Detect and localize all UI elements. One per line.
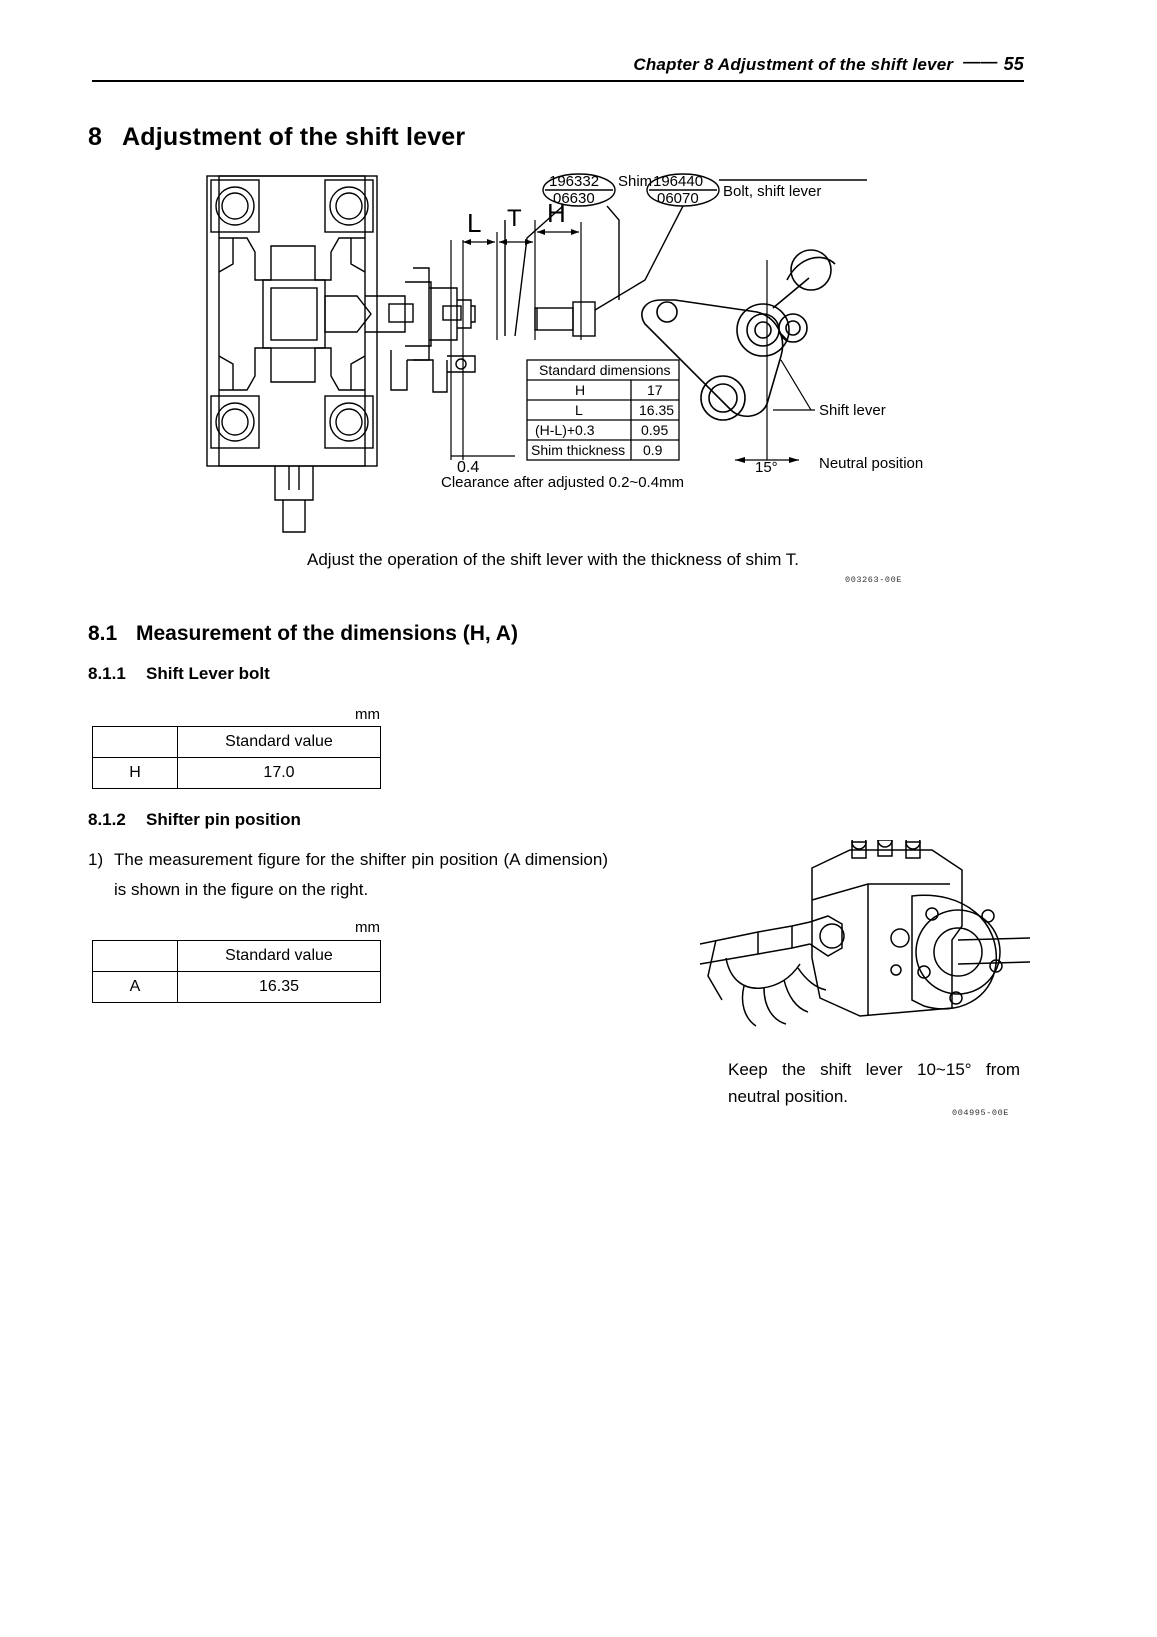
table-a-row-value: 16.35 (178, 972, 381, 1003)
clearance-value: 0.4 (457, 459, 480, 476)
table-h-row-label: H (93, 758, 178, 789)
photo-caption: Keep the shift lever 10~15° from neutral position. (728, 1060, 1020, 1106)
paragraph-shifter-pin (88, 845, 608, 905)
std-row-1-label: L (575, 402, 583, 418)
header-rule (92, 80, 1024, 82)
section-8-1-2-number: 8.1.2 (88, 810, 126, 829)
section-8-1-1-heading (88, 664, 270, 684)
std-row-0-value: 17 (647, 382, 663, 398)
std-row-2-label: (H-L)+0.3 (535, 422, 595, 438)
standard-value-table-a (92, 940, 381, 1003)
dim-label-T: T (507, 205, 522, 232)
std-row-1-value: 16.35 (639, 402, 675, 418)
callout-06630: 06630 (553, 190, 595, 207)
callout-06070: 06070 (657, 190, 699, 207)
page-title-number: 8 (88, 123, 103, 151)
figure-drawing-code: 003263-00E (845, 575, 903, 585)
table-row (93, 758, 381, 789)
paragraph-marker: 1) (88, 850, 104, 869)
standard-value-table-h (92, 726, 381, 789)
page-header (92, 52, 1024, 75)
paragraph-text: The measurement figure for the shifter pin position (A dimension) is shown in the figure on the right. (114, 850, 608, 899)
shift-lever-assembly-figure (175, 160, 965, 550)
photo-drawing-code: 004995-00E (952, 1108, 1010, 1118)
table-h-row-value: 17.0 (178, 758, 381, 789)
callout-196332: 196332 (549, 173, 600, 190)
page-number: 55 (1003, 54, 1024, 74)
dim-label-H: H (547, 198, 566, 228)
table-h-unit: mm (355, 706, 380, 723)
table-a-header-value: Standard value (178, 941, 381, 972)
std-table-title: Standard dimensions (539, 362, 671, 378)
dim-label-L: L (467, 208, 482, 238)
section-8-1-2-text: Shifter pin position (146, 810, 301, 829)
label-shift-lever: Shift lever (819, 402, 886, 419)
section-8-1-text: Measurement of the dimensions (H, A) (136, 622, 518, 645)
std-row-2-value: 0.95 (641, 422, 669, 438)
table-a-unit: mm (355, 919, 380, 936)
callout-bolt-shift-lever: Bolt, shift lever (723, 183, 822, 200)
std-row-3-value: 0.9 (643, 442, 663, 458)
shifter-pin-measurement-figure (700, 840, 1030, 1050)
page-title (88, 123, 465, 152)
figure-caption: Adjust the operation of the shift lever with the thickness of shim T. (307, 550, 799, 569)
table-row (93, 941, 381, 972)
page-title-text: Adjustment of the shift lever (122, 123, 466, 151)
section-8-1-heading (88, 622, 518, 646)
callout-shim: Shim (618, 173, 653, 190)
table-h-header-blank (93, 727, 178, 758)
section-8-1-1-text: Shift Lever bolt (146, 664, 270, 683)
section-8-1-number: 8.1 (88, 622, 118, 645)
std-row-3-label: Shim thickness (531, 442, 626, 458)
measurement-photo-svg (700, 840, 1030, 1050)
header-dash: —— (963, 52, 998, 71)
angle-label: 15° (755, 459, 778, 476)
label-neutral-position: Neutral position (819, 455, 924, 472)
header-chapter: Chapter 8 Adjustment of the shift lever (633, 55, 954, 74)
table-a-header-blank (93, 941, 178, 972)
callout-196440: 196440 (653, 173, 704, 190)
assembly-drawing-svg (175, 160, 965, 550)
section-8-1-2-heading (88, 810, 301, 830)
table-h-header-value: Standard value (178, 727, 381, 758)
table-a-row-label: A (93, 972, 178, 1003)
table-row (93, 727, 381, 758)
std-row-0-label: H (575, 382, 586, 398)
table-row (93, 972, 381, 1003)
clearance-note: Clearance after adjusted 0.2~0.4mm (441, 474, 685, 491)
section-8-1-1-number: 8.1.1 (88, 664, 126, 683)
